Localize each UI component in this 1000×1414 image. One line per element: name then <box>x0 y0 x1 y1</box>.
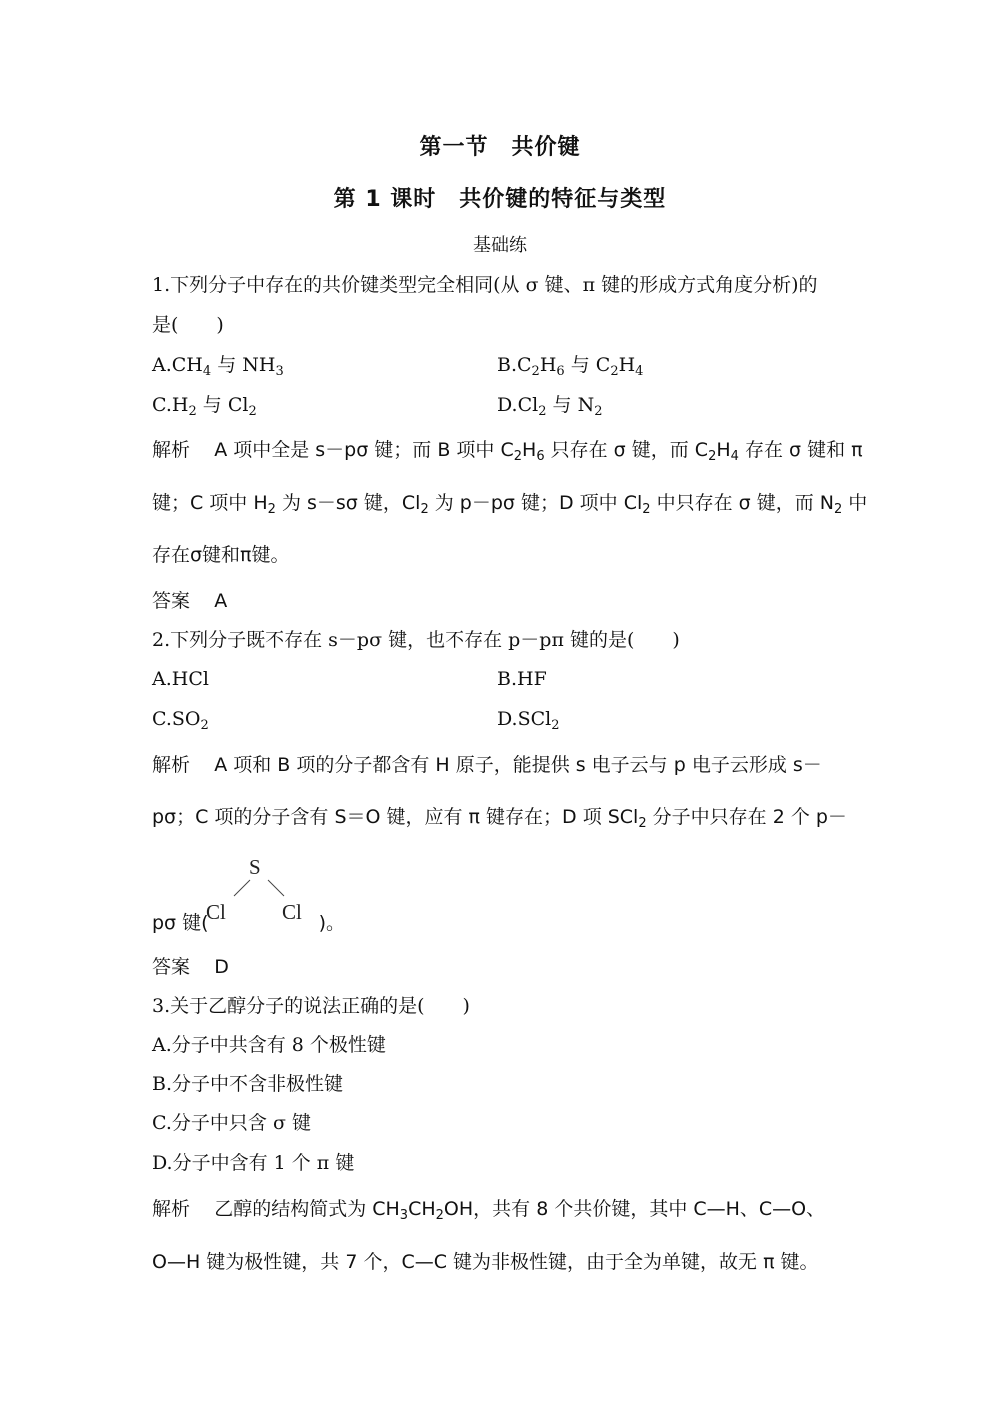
q2-analysis-line1: 解析 A 项和 B 项的分子都含有 H 原子，能提供 s 电子云与 p 电子云形成 s－ <box>152 754 822 776</box>
q1-analysis-line3: 存在σ键和π键。 <box>152 544 290 566</box>
section-title: 第一节 共价键 <box>419 135 581 160</box>
q2-option-b: B.HF <box>497 668 547 690</box>
practice-subtitle: 基础练 <box>473 235 527 256</box>
q2-answer: 答案 D <box>152 956 229 978</box>
q1-analysis-line2: 键；C 项中 $H_2$ 为 s－sσ 键，$Cl_2$ 为 p－pσ 键；D 项中 $Cl_2$ 中只存在 σ 键，而 $N_2$ 中 <box>152 492 868 517</box>
q1-stem-line2: 是( ) <box>152 314 224 336</box>
q2-analysis-line2: pσ；C 项的分子含有 S＝O 键，应有 π 键存在；D 项 SCl$_2$ 分子中只存在 2 个 p－ <box>152 806 847 831</box>
q2-option-a: A.HCl <box>152 668 209 690</box>
q1-option-a: $A.CH_4$ 与 $NH_3$ <box>152 354 284 379</box>
struct-bond-right <box>268 880 284 896</box>
q3-option-a: A.分子中共含有 8 个极性键 <box>152 1034 386 1056</box>
struct-cl-right: Cl <box>282 900 302 924</box>
q3-stem: 3.关于乙醇分子的说法正确的是( ) <box>152 995 470 1017</box>
struct-cl-left: Cl <box>206 900 226 924</box>
q3-option-d: D.分子中含有 1 个 π 键 <box>152 1152 355 1174</box>
q3-analysis-line2: O—H 键为极性键，共 7 个，C—C 键为非极性键，由于全为单键，故无 π 键。 <box>152 1251 819 1273</box>
q2-option-c: $C.SO_2$ <box>152 708 209 733</box>
struct-bond-left <box>234 880 250 896</box>
q3-option-b: B.分子中不含非极性键 <box>152 1073 344 1095</box>
q3-analysis-line1: 解析 乙醇的结构简式为 $CH_3CH_2OH$，共有 8 个共价键，其中 C—H、C—O、 <box>152 1198 826 1223</box>
q1-option-b: $B.C_2H_6$ 与 $C_2H_4$ <box>497 354 644 379</box>
q1-option-c: $C.H_2$ 与 $Cl_2$ <box>152 394 257 419</box>
q1-answer: 答案 A <box>152 590 228 612</box>
q1-stem-line1: 1.下列分子中存在的共价键类型完全相同(从 σ 键、π 键的形成方式角度分析)的 <box>152 274 818 296</box>
q2-analysis-line3: pσ 键( )。 <box>152 912 345 934</box>
q1-option-d: $D.Cl_2$ 与 $N_2$ <box>497 394 603 419</box>
lesson-title: 第 1 课时 共价键的特征与类型 <box>333 187 667 212</box>
q2-option-d: D.SCl$_2$ <box>497 708 560 733</box>
q1-analysis-line1: 解析 A 项中全是 s－pσ 键；而 B 项中 $C_2H_6$ 只存在 σ 键，而 $C_2H_4$ 存在 σ 键和 π <box>152 439 863 464</box>
struct-s-atom: S <box>249 855 261 879</box>
q2-stem: 2.下列分子既不存在 s－pσ 键，也不存在 p－pπ 键的是( ) <box>152 629 680 651</box>
q3-option-c: C.分子中只含 σ 键 <box>152 1112 311 1134</box>
